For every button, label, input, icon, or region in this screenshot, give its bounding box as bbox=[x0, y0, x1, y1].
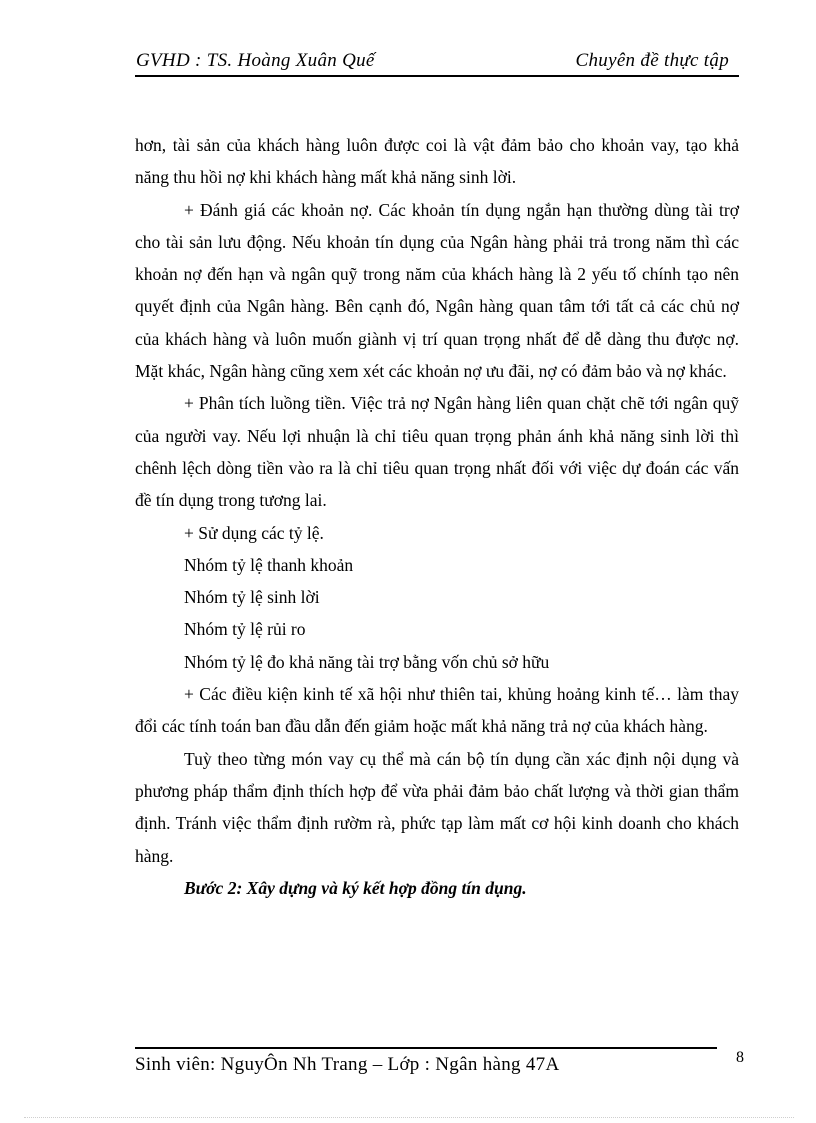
footer-student-info: Sinh viên: NguyÔn Nh Trang – Lớp : Ngân hàng 47A bbox=[135, 1054, 560, 1075]
page-edge-divider bbox=[24, 1117, 794, 1118]
ratio-item-risk: Nhóm tỷ lệ rủi ro bbox=[184, 619, 306, 640]
page-number: 8 bbox=[736, 1049, 744, 1066]
page-header bbox=[135, 49, 739, 77]
ratio-item-liquidity: Nhóm tỷ lệ thanh khoản bbox=[184, 554, 354, 575]
header-supervisor: GVHD : TS. Hoàng Xuân Quế bbox=[136, 50, 375, 71]
paragraph-appraisal-method: Tuỳ theo từng món vay cụ thể mà cán bộ tín dụng cần xác định nội dụng và phương pháp thẩm định thích hợp để vừa phải đảm bảo chất lượng và thời gian thẩm định. Tránh việc thẩm định rườm rà, phức tạp làm mất cơ hội kinh doanh cho khách hàng. bbox=[135, 748, 739, 866]
section-heading-step-2: Bước 2: Xây dựng và ký kết hợp đồng tín dụng. bbox=[184, 877, 527, 898]
paragraph-ratios-intro: + Sử dụng các tỷ lệ. bbox=[184, 522, 324, 543]
paragraph-debt-evaluation: + Đánh giá các khoản nợ. Các khoản tín dụng ngắn hạn thường dùng tài trợ cho tài sản lưu động. Nếu khoản tín dụng của Ngân hàng phải trả trong năm thì các khoản nợ đến hạn và ngân quỹ trong năm của khách hàng là 2 yếu tố chính tạo nên quyết định của Ngân hàng. Bên cạnh đó, Ngân hàng quan tâm tới tất cả các chủ nợ của khách hàng và luôn muốn giành vị trí quan trọng nhất để dễ dàng thu được nợ. Mặt khác, Ngân hàng cũng xem xét các khoản nợ ưu đãi, nợ có đảm bảo và nợ khác. bbox=[135, 199, 739, 382]
ratio-item-equity-financing: Nhóm tỷ lệ đo khả năng tài trợ bằng vốn chủ sở hữu bbox=[184, 651, 550, 672]
document-body bbox=[135, 129, 739, 904]
header-document-type: Chuyên đề thực tập bbox=[575, 50, 729, 71]
footer-divider bbox=[135, 1047, 717, 1049]
paragraph-continuation: hơn, tài sản của khách hàng luôn được coi là vật đảm bảo cho khoản vay, tạo khả năng thu hồi nợ khi khách hàng mất khả năng sinh lời. bbox=[135, 135, 739, 188]
paragraph-economic-conditions: + Các điều kiện kinh tế xã hội như thiên tai, khủng hoảng kinh tế… làm thay đổi các tính toán ban đầu dẫn đến giảm hoặc mất khả năng trả nợ của khách hàng. bbox=[135, 684, 739, 737]
paragraph-cash-flow: + Phân tích luồng tiền. Việc trả nợ Ngân hàng liên quan chặt chẽ tới ngân quỹ của người vay. Nếu lợi nhuận là chỉ tiêu quan trọng phản ánh khả năng sinh lời thì chênh lệch dòng tiền vào ra là chỉ tiêu quan trọng nhất đối với việc dự đoán các vấn đề tín dụng trong tương lai. bbox=[135, 393, 739, 511]
ratio-item-profitability: Nhóm tỷ lệ sinh lời bbox=[184, 587, 320, 608]
